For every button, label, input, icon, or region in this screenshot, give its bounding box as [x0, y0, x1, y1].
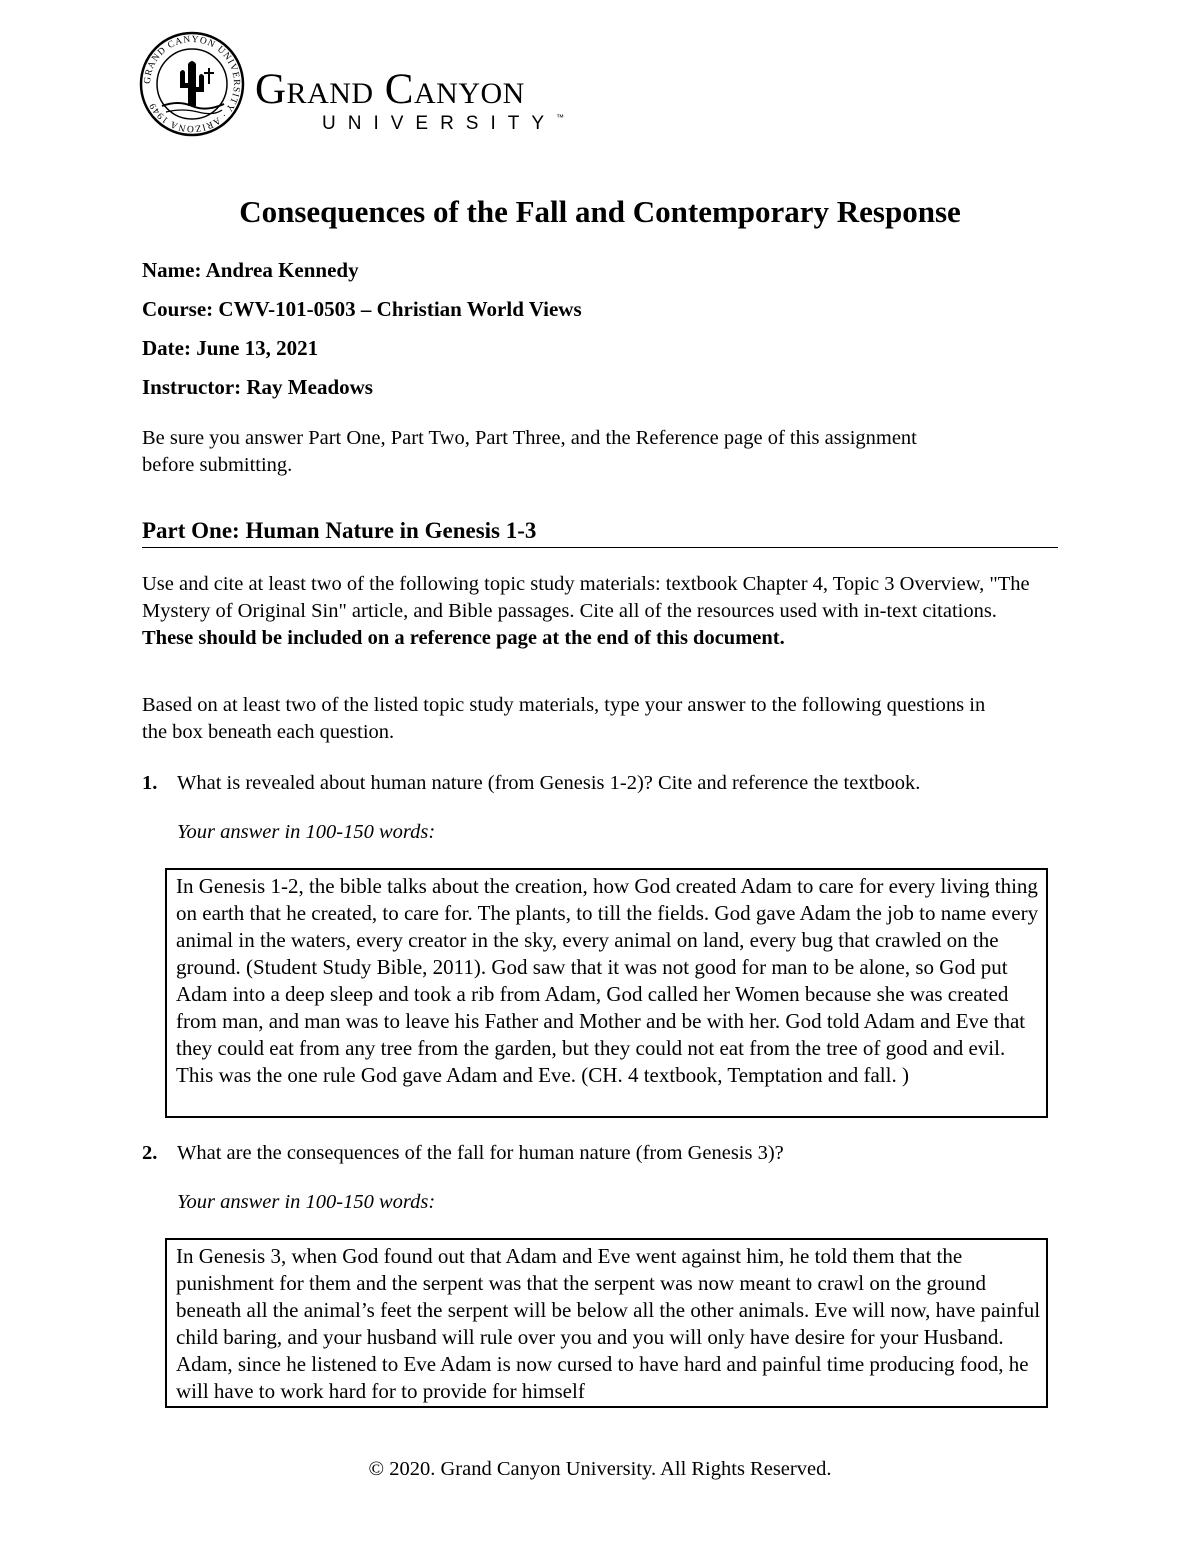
date-line: Date: June 13, 2021: [142, 336, 319, 360]
answer-box-1[interactable]: [165, 868, 1048, 1118]
instructions-bold: These should be included on a reference page at the end of this document.: [142, 627, 785, 649]
university-logo: [138, 30, 638, 140]
part-one-heading: Part One: Human Nature in Genesis 1-3: [142, 516, 1058, 548]
part-one-instructions: [142, 571, 1042, 652]
svg-text:GRAND CANYON UNIVERSITY · ARIZ: GRAND CANYON UNIVERSITY · ARIZONA 1949: [142, 34, 242, 134]
instructor-line: Instructor: Ray Meadows: [142, 375, 373, 399]
question-text: What are the consequences of the fall for human nature (from Genesis 3)?: [177, 1142, 784, 1164]
copyright-footer: © 2020. Grand Canyon University. All Rights Reserved.: [368, 1458, 832, 1480]
question-2: [142, 1140, 784, 1167]
wordmark-line1: Grand Canyon: [255, 66, 525, 113]
question-number: 2.: [142, 1142, 158, 1164]
course-line: Course: CWV-101-0503 – Christian World Views: [142, 297, 582, 321]
wordmark-university: UNIVERSITY: [322, 113, 557, 134]
part-one-instructions-2: Based on at least two of the listed topic study materials, type your answer to the following questions in the box beneath each question.: [142, 694, 986, 743]
question-1: [142, 770, 920, 797]
question-number: 1.: [142, 772, 158, 794]
document-title: Consequences of the Fall and Contemporary Response: [239, 194, 961, 229]
intro-line-2: before submitting.: [142, 454, 293, 476]
answer-text: In Genesis 3, when God found out that Adam and Eve went against him, he told them that the punishment for them and the serpent was that the serpent was now meant to crawl on the ground beneath all the animal’s feet the serpent will be below all the other animals. Eve will now, have painful child baring, and your husband will rule over you and you will only have desire for your Husband. Adam, since he listened to Eve Adam is now cursed to have hard and painful time producing food, he will have to work hard for to provide for himself: [176, 1244, 1041, 1403]
intro-paragraph: [142, 425, 1062, 479]
student-name: Name: Andrea Kennedy: [142, 258, 359, 282]
answer-text: In Genesis 1-2, the bible talks about the creation, how God created Adam to care for every living thing on earth that he created, to care for. The plants, to till the fields. God gave Adam the job to name every animal in the waters, every creator in the sky, every animal on land, every bug that crawled on the ground. (Student Study Bible, 2011). God saw that it was not good for man to be alone, so God put Adam into a deep sleep and took a rib from Adam, God called her Women because she was created from man, and man was to leave his Father and Mother and be with her. God told Adam and Eve that they could eat from any tree from the garden, but they could not eat from the tree of good and evil. This was the one rule God gave Adam and Eve. (CH. 4 textbook, Temptation and fall. ): [176, 874, 1039, 1087]
answer-box-2[interactable]: [165, 1238, 1048, 1408]
wordmark-line2: [322, 114, 564, 133]
answer-word-hint: Your answer in 100-150 words:: [177, 821, 436, 843]
university-seal-icon: [138, 30, 246, 138]
intro-line-1: Be sure you answer Part One, Part Two, Part Three, and the Reference page of this assignment: [142, 427, 917, 449]
answer-word-hint: Your answer in 100-150 words:: [177, 1191, 436, 1213]
instructions-plain: Use and cite at least two of the following topic study materials: textbook Chapter 4, Topic 3 Overview, "The Mystery of Original Sin" article, and Bible passages. Cite all of the resources used with in-text citations.: [142, 573, 1030, 622]
trademark-symbol: ™: [556, 113, 565, 122]
question-text: What is revealed about human nature (from Genesis 1-2)? Cite and reference the textbook.: [177, 772, 921, 794]
